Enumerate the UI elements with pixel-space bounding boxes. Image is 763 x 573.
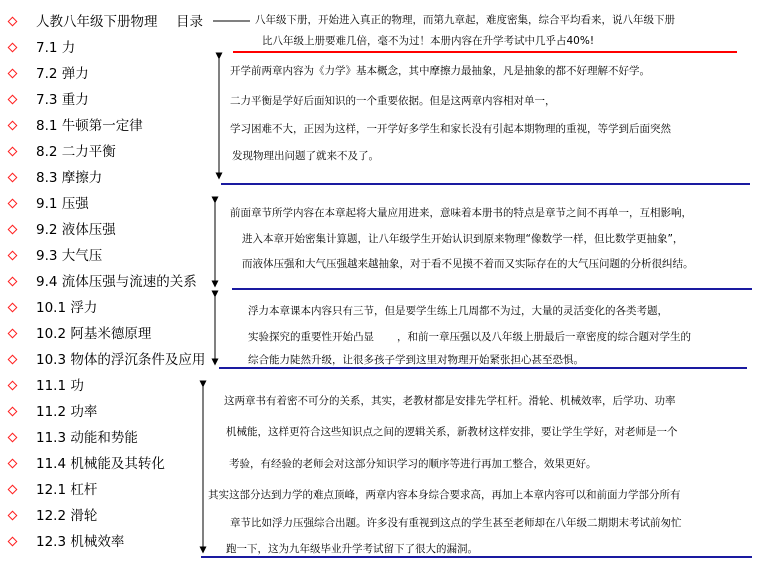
toc-item-label: 10.3 物体的浮沉条件及应用 xyxy=(36,352,206,368)
toc-item-label: 7.1 力 xyxy=(36,40,76,56)
toc-item-label: 9.1 压强 xyxy=(36,196,89,212)
ch10-note-line: 浮力本章课本内容只有三节，但是要学生练上几周都不为过，大量的灵活变化的各类考题， xyxy=(248,305,668,317)
ch9-note-line: 前面章节所学内容在本章起将大量应用进来，意味着本册书的特点是章节之间不再单一，互相影响， xyxy=(230,207,692,219)
ch10-note-line: 综合能力陡然升级，让很多孩子学到这里对物理开始紧张担心甚至恐惧。 xyxy=(248,354,584,366)
ch7-8-note-line: 发现物理出问题了就来不及了。 xyxy=(232,150,379,162)
ch11-12-note-line: 其实这部分达到力学的难点顶峰，两章内容本身综合要求高，再加上本章内容可以和前面力学部分所有 xyxy=(208,489,681,501)
toc-item-label: 8.2 二力平衡 xyxy=(36,144,116,160)
ch9-note-line: 进入本章开始密集计算题，让八年级学生开始认识到原来物理“像数学一样，但比数学更抽象”， xyxy=(242,233,684,245)
ch7-8-note-line: 开学前两章内容为《力学》基本概念，其中摩擦力最抽象，凡是抽象的都不好理解不好学。 xyxy=(230,65,650,77)
toc-item-label: 7.3 重力 xyxy=(36,92,89,108)
ch11-12-note-line: 机械能，这样更符合这些知识点之间的逻辑关系，新教材这样安排，要让学生学好，对老师是一个 xyxy=(226,426,678,438)
toc-item-label: 8.3 摩擦力 xyxy=(36,170,103,186)
ch11-12-note-line: 这两章书有着密不可分的关系，其实，老教材都是安排先学杠杆。滑轮、机械效率，后学功、功率 xyxy=(224,395,676,407)
ch10-note-line: 实验探究的重要性开始凸显 xyxy=(248,331,374,343)
ch7-8-note-line: 二力平衡是学好后面知识的一个重要依据。但是这两章内容相对单一， xyxy=(230,95,556,107)
toc-item-label: 9.2 液体压强 xyxy=(36,222,116,238)
book-title: 人教八年级下册物理 xyxy=(36,14,158,30)
ch11-12-note-line: 考验，有经验的老师会对这部分知识学习的顺序等进行再加工整合，效果更好。 xyxy=(229,458,597,470)
toc-item-label: 10.1 浮力 xyxy=(36,300,98,316)
toc-item-label: 9.3 大气压 xyxy=(36,248,103,264)
ch10-note-line: ，和前一章压强以及八年级上册最后一章密度的综合题对学生的 xyxy=(397,331,691,343)
intro-note-line: 八年级下册，开始进入真正的物理，而第九章起，难度密集，综合平均看来，说八年级下册 xyxy=(255,14,675,26)
toc-item-label: 7.2 弹力 xyxy=(36,66,89,82)
toc-item-label: 11.4 机械能及其转化 xyxy=(36,456,165,472)
toc-item-label: 12.3 机械效率 xyxy=(36,534,125,550)
toc-item-label: 12.1 杠杆 xyxy=(36,482,98,498)
ch7-8-note-line: 学习困难不大，正因为这样，一开学好多学生和家长没有引起本期物理的重视，等学到后面突然 xyxy=(230,123,671,135)
toc-item-label: 10.2 阿基米德原理 xyxy=(36,326,152,342)
toc-item-label: 9.4 流体压强与流速的关系 xyxy=(36,274,197,290)
ch11-12-note-line: 章节比如浮力压强综合出题。许多没有重视到这点的学生甚至老师却在八年级二期期末考试前匆忙 xyxy=(230,517,682,529)
toc-item-label: 8.1 牛顿第一定律 xyxy=(36,118,143,134)
toc-item-label: 11.2 功率 xyxy=(36,404,98,420)
toc-label: 目录 xyxy=(176,14,203,30)
ch11-12-note-line: 跑一下，这为九年级毕业升学考试留下了很大的漏洞。 xyxy=(226,543,478,555)
intro-note-line: 比八年级上册要难几倍，毫不为过！本册内容在升学考试中几乎占40%! xyxy=(262,35,595,47)
ch9-note-line: 而液体压强和大气压强越来越抽象，对于看不见摸不着而又实际存在的大气压问题的分析很纠结。 xyxy=(242,258,694,270)
toc-item-label: 12.2 滑轮 xyxy=(36,508,98,524)
toc-item-label: 11.3 动能和势能 xyxy=(36,430,138,446)
toc-item-label: 11.1 功 xyxy=(36,378,84,394)
